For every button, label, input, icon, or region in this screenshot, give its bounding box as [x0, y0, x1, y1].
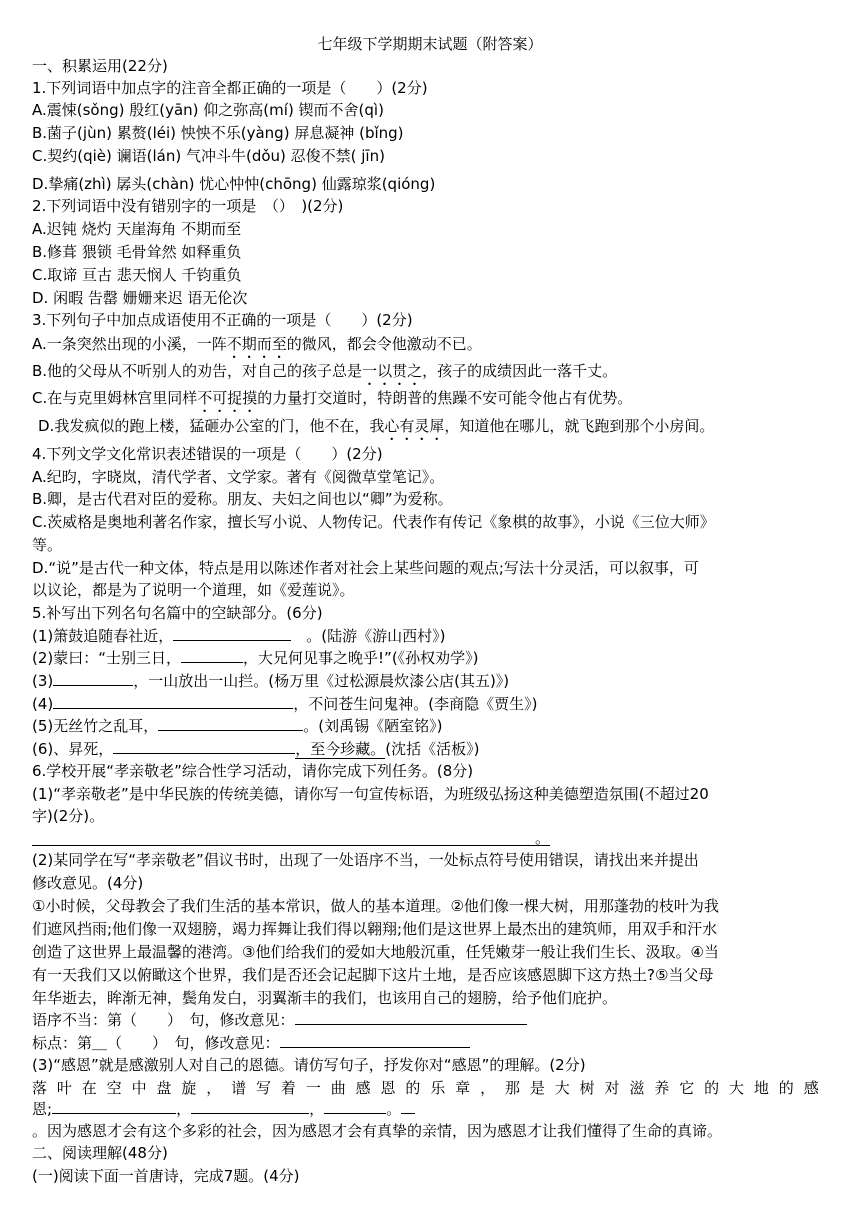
- question-4-option-a: A.纪昀，字晓岚，清代学者、文学家。著有《阅微草堂笔记》。: [32, 468, 445, 486]
- passage-line-3: 创造了这世界上最温馨的港湾。③他们给我们的爱如大地般沉重，任凭嫩芽一般让我们生长、汲取。④当: [32, 943, 719, 961]
- question-6-task-1-line1: (1)“孝亲敬老”是中华民族的传统美德，请你写一句宣传标语，为班级弘扬这种美德塑造氛围(不超过20: [32, 785, 709, 803]
- page-title: 七年级下学期期末试题（附答案）: [317, 35, 543, 53]
- question-3-option-d: D.我发疯似的跑上楼，猛砸办公室的门，他不在，我心有灵犀，知道他在哪儿，就飞跑到那个小房间。: [38, 417, 715, 435]
- question-6-task-1-line2: 字)(2分)。: [32, 807, 105, 825]
- passage-line-2: 们遮风挡雨;他们像一双翅膀，竭力挥舞让我们得以翱翔;他们是这世界上最杰出的建筑师，用双手和汗水: [32, 920, 718, 938]
- question-6-task-2-line2: 修改意见。(4分): [32, 874, 144, 892]
- question-2-option-d: D. 闲暇 告罄 姗姗来迟 语无伦次: [32, 289, 248, 307]
- question-2-option-a: A.迟钝 烧灼 天崖海角 不期而至: [32, 220, 242, 238]
- question-2-option-c: C.取谛 亘古 悲天悯人 千钧重负: [32, 266, 242, 284]
- answer-blank[interactable]: [295, 1010, 527, 1025]
- question-1-option-b: B.菌子(jùn) 累赘(léi) 怏怏不乐(yàng) 屏息凝神 (bǐng): [32, 124, 404, 142]
- answer-blank[interactable]: [191, 1099, 309, 1114]
- passage-line-1: ①小时候，父母教会了我们生活的基本常识，做人的基本道理。②他们像一棵大树，用那蓬勃的枝叶为我: [32, 897, 719, 915]
- answer-blank[interactable]: [53, 694, 293, 709]
- question-3-option-a: A.一条突然出现的小溪，一阵不期而至的微风，都会令他激动不已。: [32, 335, 482, 353]
- question-6: 6.学校开展“孝亲敬老”综合性学习活动，请你完成下列任务。(8分): [32, 762, 474, 780]
- question-4-option-d-line2: 以议论，都是为了说明一个道理，如《爱莲说》。: [32, 581, 355, 599]
- question-4-option-d-line1: D.“说”是古代一种文体，特点是用以陈述作者对社会上某些问题的观点;写法十分灵活，可以叙事，可: [32, 559, 699, 577]
- answer-blank[interactable]: [52, 1099, 176, 1114]
- question-2-option-b: B.修葺 猥锁 毛骨耸然 如释重负: [32, 243, 242, 261]
- section-heading: 一、积累运用(22分): [32, 57, 168, 75]
- dotted-idiom: 一以贯之: [362, 362, 423, 380]
- answer-blank[interactable]: [181, 648, 243, 663]
- reading-part-1-intro: (一)阅读下面一首唐诗，完成7题。(4分): [32, 1167, 300, 1185]
- question-5-item-6: (6)、昇死， ，至今珍藏。(沈括《活板》): [32, 740, 480, 758]
- question-5-item-4: (4) ，不问苍生问鬼神。(李商隐《贾生》): [32, 695, 538, 713]
- question-6-task-3-conclusion: 。因为感恩才会有这个多彩的社会，因为感恩才会有真挚的亲情，因为感恩才让我们懂得了生命的真谛。: [32, 1122, 723, 1140]
- answer-blank[interactable]: [53, 671, 133, 686]
- dotted-idiom: 心有灵犀: [384, 417, 445, 435]
- question-4-option-c-line2: 等。: [32, 536, 63, 554]
- answer-blank[interactable]: [173, 626, 291, 641]
- question-6-task-3: (3)“感恩”就是感激别人对自己的恩德。请仿写句子，抒发你对“感恩”的理解。(2分): [32, 1056, 586, 1074]
- answer-blank[interactable]: [401, 1099, 415, 1114]
- question-3-option-b: B.他的父母从不听别人的劝告，对自己的孩子总是一以贯之，孩子的成绩因此一落千丈。: [32, 362, 618, 380]
- question-5-item-3: (3) ，一山放出一山拦。(杨万里《过松源晨炊漆公店(其五)》): [32, 672, 510, 690]
- answer-line-end: 。: [535, 829, 551, 847]
- question-5-item-1: (1)箫鼓追随春社近， 。(陆游《游山西村》): [32, 627, 446, 645]
- question-4: 4.下列文学文化常识表述错误的一项是（ ）(2分): [32, 445, 383, 463]
- answer-blank[interactable]: [113, 739, 295, 754]
- question-3-option-c: C.在与克里姆林宫里同样不可捉摸的力量打交道时，特朗普的焦躁不安可能令他占有优势。: [32, 389, 633, 407]
- question-6-task-2-line1: (2)某同学在写“孝亲敬老”倡议书时，出现了一处语序不当，一处标点符号使用错误，请找出来并提出: [32, 851, 699, 869]
- question-5: 5.补写出下列名句名篇中的空缺部分。(6分): [32, 604, 323, 622]
- passage-line-5: 年华逝去，眸渐无神，鬓角发白，羽翼渐丰的我们，也该用自己的翅膀，给予他们庇护。: [32, 989, 618, 1007]
- punctuation-answer: 标点：第＿（ ） 句，修改意见：: [32, 1033, 832, 1053]
- question-1-option-d: D.挚痛(zhì) 孱头(chàn) 忧心忡忡(chōng) 仙露琼浆(qióng): [32, 175, 436, 193]
- word-order-answer: 语序不当：第（ ） 句，修改意见：: [32, 1010, 832, 1030]
- question-1-option-a: A.震悚(sǒng) 殷红(yān) 仰之弥高(mí) 锲而不舍(qì): [32, 101, 384, 119]
- question-2: 2.下列词语中没有错别字的一项是 （） )(2分): [32, 197, 344, 215]
- question-3: 3.下列句子中加点成语使用不正确的一项是（ ）(2分): [32, 311, 413, 329]
- question-5-item-5: (5)无丝竹之乱耳， 。(刘禹锡《陋室铭》): [32, 717, 443, 735]
- question-1-option-c: C.契约(qiè) 谰语(lán) 气冲斗牛(dǒu) 忍俊不禁( jīn): [32, 147, 385, 165]
- question-1: 1.下列词语中加点字的注音全都正确的一项是（ ）(2分): [32, 79, 428, 97]
- dotted-idiom: 不可捉摸: [197, 389, 258, 407]
- answer-blank[interactable]: [158, 716, 303, 731]
- section-heading-reading: 二、阅读理解(48分): [32, 1144, 168, 1162]
- question-5-item-2: (2)蒙曰：“士别三日， ，大兄何见事之晚乎!”(《孙权劝学》): [32, 649, 479, 667]
- passage-line-4: 有一天我们又以俯瞰这个世界，我们是否还会记起脚下这片土地，是否应该感恩脚下这方热土?⑤当父母: [32, 966, 714, 984]
- answer-line[interactable]: [32, 845, 550, 846]
- question-4-option-c-line1: C.茨威格是奥地利著名作家，擅长写小说、人物传记。代表作有传记《象棋的故事》，小说《三位大师》: [32, 513, 715, 531]
- question-6-task-3-blanks: 恩; ， ， 。: [32, 1099, 832, 1119]
- answer-blank[interactable]: [324, 1099, 386, 1114]
- answer-blank[interactable]: [280, 1033, 470, 1048]
- question-6-task-3-example: 落叶在空中盘旋，谱写着一曲感恩的乐章，那是大树对滋养它的大地的感: [32, 1079, 828, 1097]
- question-4-option-b: B.卿，是古代君对臣的爱称。朋友、夫妇之间也以“卿”为爱称。: [32, 490, 453, 508]
- dotted-idiom: 不期而至: [226, 335, 287, 353]
